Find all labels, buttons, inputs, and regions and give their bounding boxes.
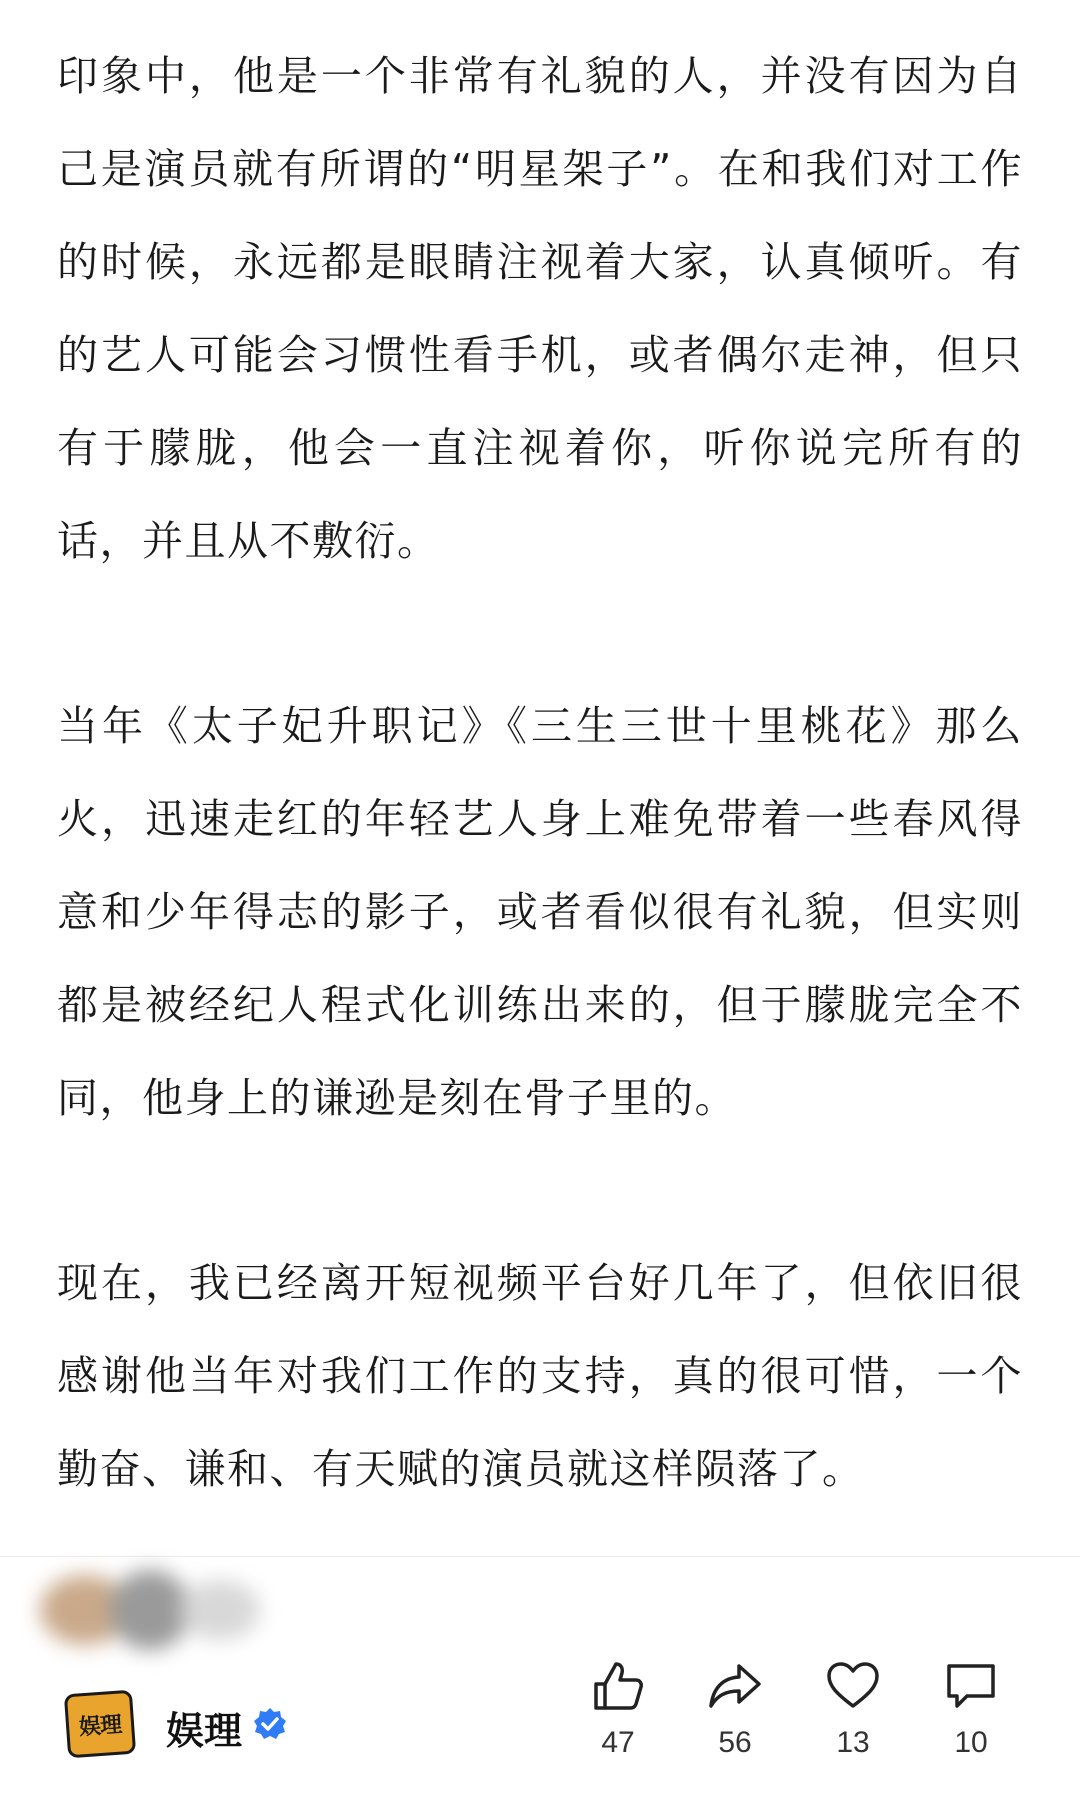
article-paragraph-1: 印象中，他是一个非常有礼貌的人，并没有因为自己是演员就有所谓的“明星架子”。在和我们对工作的时候，永远都是眼睛注视着大家，认真倾听。有的艺人可能会习惯性看手机，或者偶尔走神，但只有于朦胧，他会一直注视着你，听你说完所有的话，并且从不敷衍。: [57, 52, 1023, 565]
favorite-button[interactable]: [813, 1658, 893, 1760]
comment-bubble-icon: [943, 1658, 999, 1714]
article-paragraph-2: 当年《太子妃升职记》《三生三世十里桃花》那么火，迅速走红的年轻艺人身上难免带着一些春风得意和少年得志的影子，或者看似很有礼貌，但实则都是被经纪人程式化训练出来的，但于朦胧完全不同，他身上的谦逊是刻在骨子里的。: [57, 702, 1023, 1122]
share-arrow-icon: [707, 1658, 763, 1714]
verified-badge-icon: [252, 1706, 288, 1742]
share-button[interactable]: [695, 1658, 775, 1760]
author-logo-text: 娱理: [78, 1712, 122, 1740]
comment-button[interactable]: [931, 1658, 1011, 1760]
author-logo[interactable]: [64, 1690, 136, 1759]
like-count: 47: [601, 1726, 635, 1759]
author-name[interactable]: 娱理: [166, 1709, 243, 1753]
share-count: 56: [718, 1726, 752, 1759]
article-paragraph-3: 现在，我已经离开短视频平台好几年了，但依旧很感谢他当年对我们工作的支持，真的很可惜，一个勤奋、谦和、有天赋的演员就这样陨落了。: [57, 1259, 1023, 1493]
post-footer: [0, 1640, 1080, 1805]
comment-count: 10: [954, 1726, 988, 1759]
article-body: [57, 30, 1023, 1608]
thumbs-up-icon: [590, 1658, 646, 1714]
footer-divider: [0, 1556, 1080, 1557]
favorite-count: 13: [836, 1726, 870, 1759]
like-button[interactable]: [578, 1658, 658, 1760]
heart-icon: [825, 1658, 881, 1714]
